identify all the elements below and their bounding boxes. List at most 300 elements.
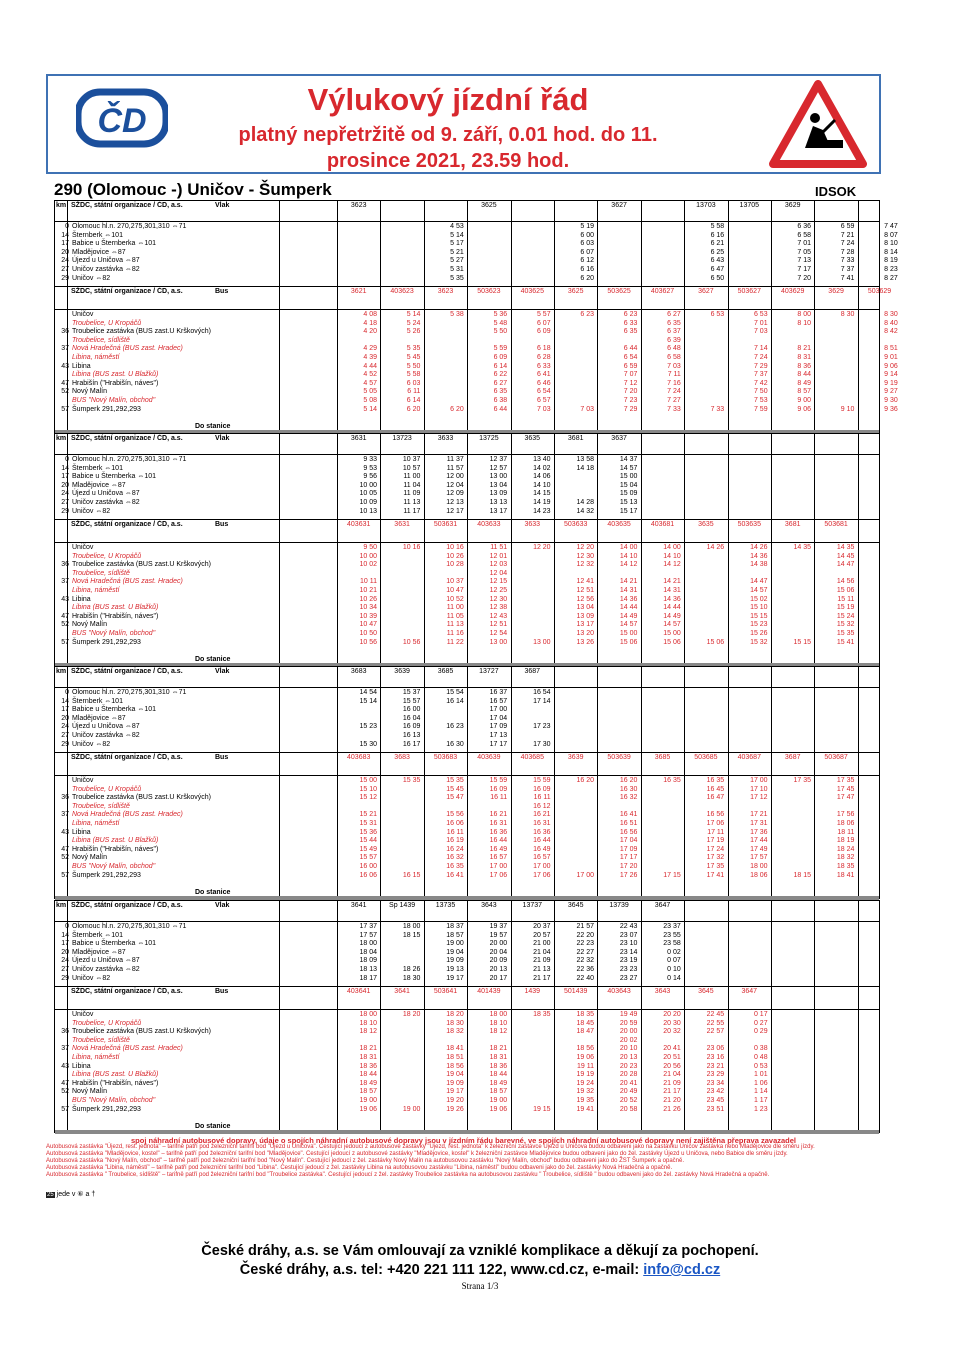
train-number: 3645 <box>567 902 584 909</box>
bus-label: Bus <box>215 288 229 295</box>
footer-contact-text: České dráhy, a.s. tel: +420 221 111 122, www.cd.cz, e-mail: <box>239 1262 644 1278</box>
train-number: 3643 <box>481 902 497 909</box>
bus-station-row <box>57 794 211 803</box>
station-km: 43 <box>61 828 69 836</box>
bus-number: 3641 <box>394 988 410 995</box>
line-title <box>54 180 332 200</box>
rail-times: 20 37 20 57 21 00 21 04 21 09 21 13 21 17 <box>533 923 551 982</box>
bus-times: 9 50 10 00 10 02 10 11 10 21 10 26 10 34 10 39 10 47 10 50 10 56 <box>359 544 377 646</box>
station-name: Šumperk 291,292,293 <box>72 405 141 413</box>
bus-times: 16 20 17 00 <box>576 777 594 879</box>
station-name: Uničov <box>72 311 94 318</box>
header-banner <box>46 74 881 174</box>
note-2: Autobusová zastávka "Mladějovice, kostel" – tarifně patří pod železniční tarifní bod "Mladějovice". Cestující jedoucí z autobusové zastávky "Mladějovice, kostel" k železniční zastávce Mladějovice budou odbaveni jako do žel. zastávky Újezd u Uničova, nebo Babice dle směru jízdy. <box>46 1151 788 1157</box>
station-name: Hrabišín ("Hrabišín, náves") <box>72 1079 159 1087</box>
validity-period <box>198 122 698 174</box>
rail-station-row <box>57 266 186 275</box>
station-name: Libina <box>72 362 91 370</box>
station-name: Uničov <box>72 777 94 784</box>
station-km: 27 <box>61 498 69 506</box>
bus-number: 3635 <box>698 521 714 528</box>
station-column-divider <box>279 901 280 1132</box>
station-name: Uničov zastávka ⇔82 <box>72 498 140 506</box>
line-number: 290 <box>54 180 83 199</box>
rail-times: 18 00 18 15 18 26 18 30 <box>402 923 421 982</box>
bus-station-row <box>57 1011 211 1020</box>
station-km: 29 <box>61 740 69 748</box>
bus-number: 403635 <box>607 521 631 528</box>
train-label: Vlak <box>215 435 230 442</box>
bus-station-row <box>57 1020 211 1029</box>
rail-station-row <box>57 966 186 975</box>
station-name: Šternberk ⇔101 <box>72 464 123 472</box>
idsok-label: IDSOK <box>815 184 857 199</box>
station-km: 0 <box>65 456 69 463</box>
bus-number: 403631 <box>347 521 371 528</box>
rail-times: 14 54 15 14 15 23 15 30 <box>359 689 377 748</box>
validity-line-1: platný nepřetržitě od 9. září, 0.01 hod. do 11. <box>238 124 658 146</box>
station-name: Hrabišín ("Hrabišín, náves") <box>72 845 159 853</box>
station-km: 57 <box>61 1105 69 1113</box>
station-name: Uničov <box>72 544 94 551</box>
rail-times: 16 54 17 14 17 23 17 30 <box>533 689 551 748</box>
station-km: 57 <box>61 405 69 413</box>
rail-station-list <box>57 223 186 283</box>
train-number: 3629 <box>784 202 801 209</box>
station-km: 37 <box>61 811 69 819</box>
bus-number: 3681 <box>784 521 801 528</box>
station-name: Mladějovice ⇔87 <box>72 948 126 956</box>
station-name: Mladějovice ⇔87 <box>72 481 126 489</box>
bus-times: 14 26 14 36 14 38 14 47 14 57 15 02 15 10 15 15 15 23 15 26 15 32 <box>750 544 768 646</box>
bus-times: 17 35 18 15 <box>793 777 811 879</box>
bus-number: 403639 <box>477 754 501 761</box>
rail-times: 6 59 7 21 7 24 7 28 7 33 7 37 7 41 <box>840 223 855 282</box>
rail-times: 18 37 18 57 19 00 19 04 19 09 19 13 19 17 <box>446 923 464 982</box>
rail-station-row <box>57 923 186 932</box>
train-number: 3627 <box>611 202 627 209</box>
bus-operator-label: SŽDC, státní organizace / ČD, a.s. <box>71 988 183 995</box>
bus-number: 403643 <box>607 988 631 995</box>
station-name: Uničov ⇔82 <box>72 974 111 982</box>
bus-number: 403685 <box>520 754 544 761</box>
rail-times: 4 53 5 14 5 17 5 21 5 27 5 31 5 35 <box>450 223 464 282</box>
station-name: Libina, náměstí <box>72 586 120 594</box>
station-km: 36 <box>61 561 69 569</box>
row-divider <box>55 286 879 287</box>
station-km: 0 <box>65 689 69 696</box>
bus-number: 503683 <box>433 754 458 761</box>
bus-station-row <box>57 561 211 570</box>
rail-station-row <box>57 940 186 949</box>
bus-station-row <box>57 613 211 622</box>
rail-times: 19 37 19 57 20 00 20 04 20 09 20 13 20 17 <box>489 923 508 982</box>
note-1: Autobusová zastávka "Újezd, rest. jednota" – tarifně patří pod železniční tarifní bod "Újezd u Uničova". Cestující jedoucí z autobusové zastávky "Újezd, rest. jednota" k železniční zastávce Újezd u Uničova budou odbaveni jako na zastávku Uničov zastávka nebo Mladějovice dle směru jízdy. <box>46 1144 815 1150</box>
bus-times: 16 35 17 15 <box>663 777 681 879</box>
train-number: 3685 <box>437 668 454 675</box>
station-name: Uničov ⇔82 <box>72 740 111 748</box>
station-km: 37 <box>61 578 69 586</box>
row-divider <box>55 752 879 753</box>
station-name: Troubelice zastávka (BUS zast.U Krškových) <box>72 794 212 802</box>
station-name: Troubelice zastávka (BUS zast.U Krškových) <box>72 1028 212 1036</box>
station-km: 17 <box>61 940 69 948</box>
train-label: Vlak <box>215 902 230 909</box>
train-number: 3681 <box>567 435 584 442</box>
row-divider <box>55 519 879 520</box>
station-km: 37 <box>61 345 69 353</box>
station-km: 43 <box>61 362 69 370</box>
station-name: Libina <box>72 828 91 836</box>
rail-times: 15 37 15 57 16 00 16 04 16 09 16 13 16 17 <box>402 689 421 748</box>
timetable-section <box>54 433 880 666</box>
bus-station-row <box>57 803 211 812</box>
train-number: 3641 <box>350 902 367 909</box>
bus-station-row <box>57 1080 211 1089</box>
bus-times: 5 38 6 20 <box>450 311 464 413</box>
bus-number: 3623 <box>437 288 454 295</box>
train-number: 3625 <box>481 202 497 209</box>
station-name: Libina (BUS zast. U Blažků) <box>72 1071 159 1079</box>
rail-station-row <box>57 698 186 707</box>
rail-times: 9 33 9 53 9 56 10 00 10 05 10 09 10 13 <box>359 456 377 515</box>
bus-station-list <box>57 544 211 647</box>
bus-station-row <box>57 1045 211 1054</box>
bus-number: 503641 <box>433 988 458 995</box>
station-km: 36 <box>61 1028 69 1036</box>
rail-times: 5 19 6 00 6 03 6 07 6 12 6 16 6 20 <box>580 223 594 282</box>
bus-times: 18 35 18 45 18 47 18 56 19 06 19 11 19 19 19 24 19 32 19 35 19 41 <box>576 1011 594 1113</box>
station-column-divider <box>279 434 280 665</box>
rail-station-row <box>57 723 186 732</box>
station-name: Libina, náměstí <box>72 819 120 827</box>
train-number: 3647 <box>654 902 671 909</box>
train-number: 13737 <box>522 902 543 909</box>
cd-logo <box>76 86 168 150</box>
note-4: Autobusová zastávka "Libina, náměstí" – tarifně patří pod železniční tarifní bod "Libina". Cestující jedoucí z žel. zastávky Libina na autobusovou zastávku "Libina, náměstí" budou odbaveni jako do žel. zastávky Nová Hradečná a opačně. <box>46 1165 673 1171</box>
bus-station-row <box>57 837 211 846</box>
time-column-divider <box>771 901 772 1132</box>
jede-text: jede v ⑥ a † <box>56 1191 96 1198</box>
station-km: 17 <box>61 240 69 248</box>
station-name: Újezd u Uničova ⇔87 <box>72 257 140 265</box>
station-km: 47 <box>61 1079 69 1087</box>
station-km: 24 <box>61 723 69 731</box>
bus-times: 20 20 20 30 20 32 20 41 20 51 20 56 21 04 21 09 21 17 21 20 21 26 <box>663 1011 681 1113</box>
rail-station-row <box>57 456 186 465</box>
bus-number: 3645 <box>698 988 714 995</box>
email-link[interactable]: info@cd.cz <box>643 1262 721 1278</box>
operator-label: SŽDC, státní organizace / ČD, a.s. <box>71 902 183 909</box>
station-name: Nový Malín <box>72 1088 108 1096</box>
station-km: 20 <box>61 248 69 256</box>
row-divider <box>55 687 879 688</box>
bus-station-row <box>57 587 211 596</box>
bus-station-row <box>57 786 211 795</box>
bus-number: 501439 <box>564 988 588 995</box>
bus-station-row <box>57 1106 211 1115</box>
bus-times: 6 53 7 33 <box>710 311 725 413</box>
station-name: Troubelice, sídliště <box>72 569 130 577</box>
bus-times: 14 35 14 45 14 47 14 56 15 06 15 11 15 19 15 24 15 32 15 35 15 41 <box>836 544 855 646</box>
bus-times: 15 35 15 45 15 47 15 56 16 06 16 11 16 19 16 24 16 32 16 35 16 41 <box>446 777 464 879</box>
page-number: Strana 1/3 <box>461 1281 499 1291</box>
station-name: Újezd u Uničova ⇔87 <box>72 490 140 498</box>
train-number: 3683 <box>350 668 367 675</box>
station-name: BUS "Nový Malín, obchod" <box>72 396 156 404</box>
operator-label: SŽDC, státní organizace / ČD, a.s. <box>71 202 183 209</box>
station-name: Babice u Šternberka ⇔101 <box>72 940 157 948</box>
station-km: 43 <box>61 595 69 603</box>
bus-station-list <box>57 777 211 880</box>
train-number: Sp 1439 <box>389 902 416 909</box>
rail-station-row <box>57 957 186 966</box>
jede-code: 25 <box>47 1192 54 1198</box>
station-km: 36 <box>61 794 69 802</box>
bus-number: 403687 <box>737 754 761 761</box>
bus-times: 6 23 6 33 6 35 6 44 6 54 6 59 7 07 7 12 7 20 7 23 7 29 <box>623 311 638 413</box>
station-name: Nový Malín <box>72 621 108 629</box>
timetable-section <box>54 200 898 433</box>
station-name: Troubelice, U Kropáčů <box>72 319 142 327</box>
bus-number: 503685 <box>694 754 718 761</box>
bus-number: 503633 <box>564 521 588 528</box>
bus-station-row <box>57 570 211 579</box>
station-km: 14 <box>61 931 69 939</box>
train-number: 3631 <box>350 435 367 442</box>
station-km: 0 <box>65 223 69 230</box>
bus-times: 15 35 16 15 <box>402 777 421 879</box>
time-column-divider <box>858 434 859 665</box>
station-name: Troubelice, U Kropáčů <box>72 785 142 793</box>
rail-times: 6 36 6 58 7 01 7 05 7 13 7 17 7 20 <box>797 223 811 282</box>
bus-station-row <box>57 1054 211 1063</box>
rail-station-row <box>57 473 186 482</box>
bus-number: 3683 <box>394 754 410 761</box>
bus-number: 403633 <box>477 521 501 528</box>
station-name: Troubelice, sídliště <box>72 1036 130 1044</box>
station-name: Hrabišín ("Hrabišín, náves") <box>72 612 159 620</box>
bus-station-row <box>57 397 211 406</box>
do-stanice-label: Do stanice <box>195 656 231 663</box>
train-number: 3639 <box>394 668 410 675</box>
train-number: 3687 <box>524 668 541 675</box>
station-km: 24 <box>61 257 69 265</box>
bus-times: 17 00 17 10 17 12 17 21 17 31 17 36 17 44 17 49 17 57 18 00 18 06 <box>750 777 768 879</box>
station-name: Babice u Šternberka ⇔101 <box>72 706 157 714</box>
station-name: Hrabišín ("Hrabišín, náves") <box>72 379 159 387</box>
bus-times: 14 26 15 06 <box>706 544 725 646</box>
bus-station-row <box>57 630 211 639</box>
row-divider <box>55 542 879 543</box>
bus-times: 12 20 13 00 <box>533 544 551 646</box>
station-name: Šumperk 291,292,293 <box>72 1105 141 1113</box>
train-number: 13735 <box>435 902 456 909</box>
rail-station-row <box>57 223 186 232</box>
bus-number: 3631 <box>394 521 410 528</box>
timetable-section <box>54 666 880 899</box>
station-name: Libina, náměstí <box>72 353 120 361</box>
station-name: Troubelice, U Kropáčů <box>72 552 142 560</box>
station-name: Troubelice zastávka (BUS zast.U Krškových) <box>72 328 212 336</box>
station-name: Libina (BUS zast. U Blažků) <box>72 371 159 379</box>
station-km: 52 <box>61 621 69 629</box>
station-name: Olomouc hl.n. 270,275,301,310 ⇔71 <box>72 223 187 230</box>
train-number: 13739 <box>609 902 629 909</box>
rail-times: 15 54 16 14 16 23 16 30 <box>446 689 464 748</box>
station-name: Olomouc hl.n. 270,275,301,310 ⇔71 <box>72 689 187 696</box>
station-km: 57 <box>61 871 69 879</box>
bus-number: 403627 <box>650 288 675 295</box>
bus-station-row <box>57 578 211 587</box>
bus-station-row <box>57 639 211 648</box>
bus-number: 403623 <box>390 288 414 295</box>
bus-times: 8 30 8 40 8 42 8 51 9 01 9 06 9 14 9 19 9 27 9 30 9 36 <box>884 311 898 413</box>
rail-station-row <box>57 706 186 715</box>
bus-times: 5 57 6 07 6 09 6 18 6 28 6 33 6 41 6 46 6 54 6 57 7 03 <box>536 311 551 413</box>
station-name: Uničov zastávka ⇔82 <box>72 965 140 973</box>
bus-station-row <box>57 863 211 872</box>
bus-times: 5 14 5 24 5 26 5 35 5 45 5 50 5 58 6 03 6 11 6 14 6 20 <box>406 311 421 413</box>
bus-times: 17 35 17 45 17 47 17 56 18 06 18 11 18 19 18 24 18 32 18 35 18 41 <box>836 777 855 879</box>
rail-times: 17 37 17 57 18 00 18 04 18 09 18 13 18 17 <box>359 923 377 982</box>
bus-number: 3685 <box>654 754 671 761</box>
bus-station-row <box>57 1028 211 1037</box>
station-name: BUS "Nový Malín, obchod" <box>72 862 156 870</box>
row-divider <box>55 221 879 222</box>
station-km: 29 <box>61 507 69 515</box>
row-divider <box>55 454 879 455</box>
bus-station-row <box>57 337 211 346</box>
bus-station-row <box>57 854 211 863</box>
station-km: 47 <box>61 379 69 387</box>
legend-bus-note: spoj náhradní autobusové dopravy, údaje o spojích náhradní autobusové dopravy jsou v jízdním řádu barevné, ve spojích náhradní autobusové dopravy není zajištěna přeprava zavazadel <box>130 1136 797 1145</box>
bus-number: 503629 <box>867 288 892 295</box>
bus-times: 15 59 16 09 16 11 16 21 16 31 16 36 16 44 16 49 16 57 17 00 17 06 <box>489 777 508 879</box>
bus-station-row <box>57 1071 211 1080</box>
row-divider <box>55 986 879 987</box>
bus-times: 10 16 10 56 <box>402 544 421 646</box>
do-stanice-label: Do stanice <box>195 1123 231 1130</box>
rail-station-row <box>57 508 186 517</box>
bus-operator-label: SŽDC, státní organizace / ČD, a.s. <box>71 521 183 528</box>
bus-station-row <box>57 872 211 881</box>
row-divider <box>55 921 879 922</box>
station-name: Babice u Šternberka ⇔101 <box>72 473 157 481</box>
station-km: 57 <box>61 638 69 646</box>
station-name: Nová Hradečná (BUS zast. Hradec) <box>72 578 183 586</box>
station-name: Újezd u Uničova ⇔87 <box>72 957 140 965</box>
bus-station-row <box>57 363 211 372</box>
bus-operator-label: SŽDC, státní organizace / ČD, a.s. <box>71 288 183 295</box>
svg-text:ČD: ČD <box>97 102 147 140</box>
bus-station-row <box>57 388 211 397</box>
bus-times: 22 45 22 55 22 57 23 06 23 16 23 21 23 29 23 34 23 42 23 45 23 51 <box>706 1011 725 1113</box>
time-column-divider <box>814 901 815 1132</box>
station-name: BUS "Nový Malín, obchod" <box>72 1096 156 1104</box>
bus-times: 18 20 18 30 18 32 18 41 18 51 18 56 19 04 19 09 19 17 19 20 19 26 <box>446 1011 464 1113</box>
rail-station-row <box>57 257 186 266</box>
bus-station-row <box>57 596 211 605</box>
bus-number: 503625 <box>607 288 631 295</box>
station-name: Nová Hradečná (BUS zast. Hradec) <box>72 1045 183 1053</box>
bus-times: 14 00 14 10 14 12 14 21 14 31 14 36 14 44 14 49 14 57 15 00 15 06 <box>663 544 681 646</box>
bus-station-row <box>57 311 211 320</box>
bus-times: 8 00 8 10 8 21 8 31 8 36 8 44 8 49 8 57 9 00 9 06 <box>797 311 811 413</box>
bus-number: 403681 <box>650 521 675 528</box>
rail-station-row <box>57 465 186 474</box>
station-name: Nový Malín <box>72 854 108 862</box>
station-name: Nová Hradečná (BUS zast. Hradec) <box>72 345 183 353</box>
bus-station-row <box>57 811 211 820</box>
bus-operator-label: SŽDC, státní organizace / ČD, a.s. <box>71 754 183 761</box>
km-label: km <box>56 902 67 909</box>
train-label: Vlak <box>215 202 230 209</box>
bus-times: 0 17 0 27 0 29 0 38 0 48 0 53 1 01 1 06 1 14 1 17 1 23 <box>753 1011 768 1113</box>
station-name: Šumperk 291,292,293 <box>72 871 141 879</box>
rail-times: 13 40 14 02 14 06 14 10 14 15 14 19 14 23 <box>533 456 551 515</box>
station-name: Mladějovice ⇔87 <box>72 248 126 256</box>
bus-number: 403629 <box>781 288 805 295</box>
bus-number: 3627 <box>698 288 714 295</box>
bus-times: 18 35 19 15 <box>533 1011 551 1113</box>
bus-station-row <box>57 320 211 329</box>
row-divider <box>55 1009 879 1010</box>
station-name: Libina <box>72 595 91 603</box>
bus-number: 503681 <box>824 521 848 528</box>
roadworks-warning-icon <box>769 80 867 168</box>
bus-station-row <box>57 553 211 562</box>
station-name: Uničov ⇔82 <box>72 507 111 515</box>
station-name: Šternberk ⇔101 <box>72 931 123 939</box>
station-km: 27 <box>61 731 69 739</box>
bus-number: 3625 <box>567 288 584 295</box>
bus-number: 503631 <box>433 521 458 528</box>
station-name: Troubelice zastávka (BUS zast.U Krškových) <box>72 561 212 569</box>
station-name: Uničov zastávka ⇔82 <box>72 731 140 739</box>
km-label: km <box>56 202 67 209</box>
train-number: 13723 <box>392 435 412 442</box>
bus-station-row <box>57 371 211 380</box>
bus-times: 18 00 18 10 18 12 18 21 18 31 18 36 18 44 18 49 18 57 19 00 19 06 <box>359 1011 377 1113</box>
station-name: Babice u Šternberka ⇔101 <box>72 240 157 248</box>
bus-station-row <box>57 829 211 838</box>
station-km: 14 <box>61 464 69 472</box>
timetable <box>54 200 898 1135</box>
train-number: 13703 <box>696 202 716 209</box>
row-divider <box>55 775 879 776</box>
bus-times: 15 00 15 10 15 12 15 21 15 31 15 36 15 44 15 49 15 57 16 00 16 06 <box>359 777 377 879</box>
do-stanice-label: Do stanice <box>195 889 231 896</box>
bus-station-list <box>57 311 211 414</box>
bus-station-row <box>57 328 211 337</box>
rail-station-row <box>57 490 186 499</box>
station-km: 24 <box>61 957 69 965</box>
rail-times: 12 37 12 57 13 00 13 04 13 09 13 13 13 17 <box>489 456 508 515</box>
bus-number: 401439 <box>477 988 501 995</box>
rail-times: 13 58 14 18 14 28 14 32 <box>576 456 594 515</box>
station-km: 17 <box>61 473 69 481</box>
bus-label: Bus <box>215 988 229 995</box>
train-number: 3623 <box>350 202 367 209</box>
station-name: Libina, náměstí <box>72 1053 120 1061</box>
bus-times: 19 49 20 59 20 00 20 02 20 10 20 13 20 23 20 28 20 41 20 49 20 52 20 58 <box>619 1011 638 1113</box>
bus-number: 503635 <box>737 521 761 528</box>
bus-times: 6 53 7 01 7 03 7 14 7 24 7 29 7 37 7 42 7 50 7 53 7 59 <box>753 311 768 413</box>
station-name: Uničov zastávka ⇔82 <box>72 265 140 273</box>
station-name: Troubelice, sídliště <box>72 802 130 810</box>
station-km: 17 <box>61 706 69 714</box>
